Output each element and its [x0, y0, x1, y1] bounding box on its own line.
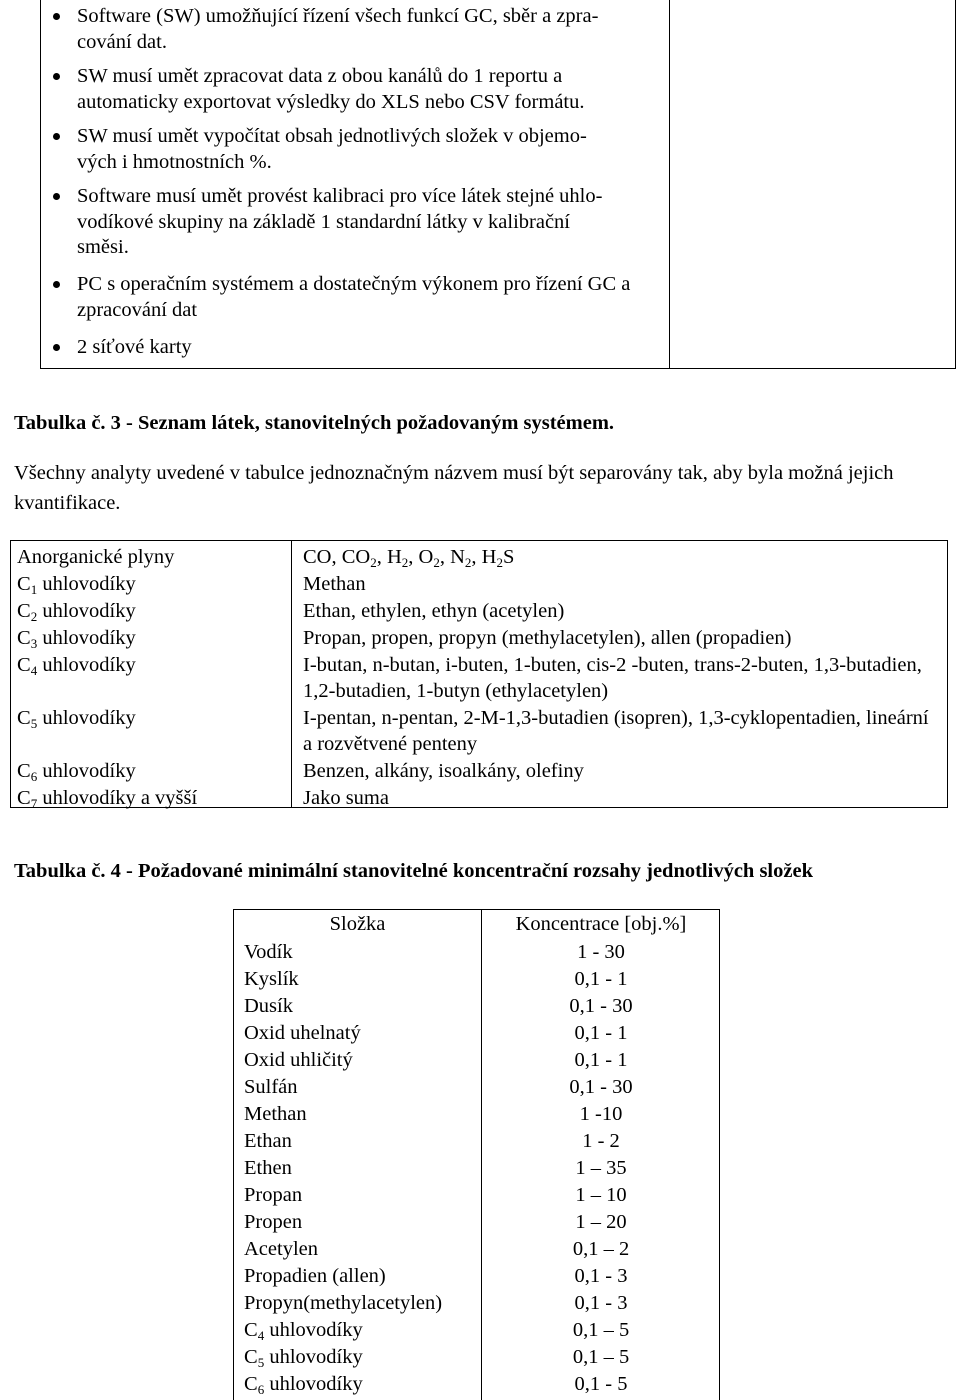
concentration-range: 0,1 - 30: [569, 1076, 633, 1098]
component-name: Propadien (allen): [244, 1265, 386, 1287]
concentration-range: 0,1 - 3: [574, 1292, 628, 1314]
list-item-text: SW musí umět vypočítat obsah jednotlivých složek v objemo- vých i hmotnostních %.: [77, 125, 587, 173]
concentration-range: 0,1 – 5: [572, 1346, 630, 1368]
list-item: [77, 272, 663, 323]
table-row: [234, 1074, 719, 1101]
substance-examples: I-pentan, n-pentan, 2-M-1,3-butadien (isopren), 1,3-cyklopentadien, lineární a rozvětvené penteny: [303, 707, 929, 755]
component-name: Oxid uhelnatý: [244, 1022, 361, 1044]
component-name: Acetylen: [244, 1238, 318, 1260]
concentration-range: 1 – 35: [575, 1157, 627, 1179]
table-row: [234, 1236, 719, 1263]
table-row: [234, 993, 719, 1020]
component-name: Sulfán: [244, 1076, 298, 1098]
list-item-text: PC s operačním systémem a dostatečným výkonem pro řízení GC a zpracování dat: [77, 273, 631, 321]
concentration-range: 1 - 2: [582, 1130, 620, 1152]
component-name: Propan: [244, 1184, 303, 1206]
table-header-row: [234, 911, 719, 938]
table-row: [234, 1101, 719, 1128]
concentration-range: 1 - 30: [577, 941, 625, 963]
table-row: [234, 939, 719, 966]
bullet-icon: [53, 73, 60, 80]
list-item-text: 2 síťové karty: [77, 336, 192, 358]
bullet-icon: [53, 281, 60, 288]
component-name: Ethen: [244, 1157, 292, 1179]
table3-caption: Tabulka č. 3 - Seznam látek, stanovitelných požadovaným systémem.: [14, 412, 615, 434]
component-name: Dusík: [244, 995, 293, 1017]
substance-group: $C_7$ uhlovodíky a vyšší: [17, 787, 198, 811]
list-item-text: Software musí umět provést kalibraci pro více látek stejné uhlo- vodíkové skupiny na základě 1 standardní látky v kalibrační směsi.: [77, 185, 603, 258]
table-row: [234, 1263, 719, 1290]
component-name: Propyn(methylacetylen): [244, 1292, 443, 1314]
substance-group: $C_3$ uhlovodíky: [17, 627, 136, 651]
component-name: Methan: [244, 1103, 307, 1125]
table-row: [234, 1128, 719, 1155]
substance-group: Anorganické plyny: [17, 546, 175, 568]
column-header-concentration: Koncentrace [obj.%]: [515, 913, 687, 935]
substance-examples: Methan: [303, 573, 366, 595]
concentration-range: 0,1 - 30: [569, 995, 633, 1017]
substance-group: $C_6$ uhlovodíky: [17, 760, 136, 784]
concentration-range: 1 -10: [579, 1103, 623, 1125]
substance-examples: Benzen, alkány, isoalkány, olefiny: [303, 760, 584, 782]
concentration-range: 0,1 - 3: [574, 1265, 628, 1287]
list-item: [77, 64, 663, 115]
table-row: [234, 1290, 719, 1317]
table-column-divider: [669, 0, 670, 368]
substance-examples: Ethan, ethylen, ethyn (acetylen): [303, 600, 565, 622]
component-name: Oxid uhličitý: [244, 1049, 353, 1071]
concentration-range: 0,1 – 2: [572, 1238, 630, 1260]
substance-group: $C_1$ uhlovodíky: [17, 573, 136, 597]
substance-group: $C_5$ uhlovodíky: [17, 707, 136, 731]
requirements-table: [40, 0, 956, 369]
substance-group: $C_2$ uhlovodíky: [17, 600, 136, 624]
table-row: [234, 1020, 719, 1047]
substance-examples: Jako suma: [303, 787, 389, 809]
concentration-range: 1 – 20: [575, 1211, 627, 1233]
list-item-text: SW musí umět zpracovat data z obou kanálů do 1 reportu a automaticky exportovat výsledky do XLS nebo CSV formátu.: [77, 65, 585, 113]
component-name: Kyslík: [244, 968, 299, 990]
substances-table: [10, 540, 948, 811]
table-row: [234, 1182, 719, 1209]
list-item: [77, 124, 663, 175]
component-name: Ethan: [244, 1130, 292, 1152]
table-row: [234, 1317, 719, 1344]
bullet-icon: [53, 13, 60, 20]
concentration-table: [233, 909, 720, 1400]
concentration-range: 0,1 – 5: [572, 1319, 630, 1341]
concentration-range: 0,1 - 1: [574, 1022, 628, 1044]
list-item: [77, 335, 663, 361]
concentration-range: 0,1 - 1: [574, 1049, 628, 1071]
list-item-text: Software (SW) umožňující řízení všech funkcí GC, sběr a zpra- cování dat.: [77, 5, 599, 53]
component-name: $C_6$ uhlovodíky: [244, 1373, 363, 1397]
list-item: [77, 4, 663, 55]
bullet-icon: [53, 193, 60, 200]
component-name: Vodík: [244, 941, 293, 963]
concentration-range: 1 – 10: [575, 1184, 627, 1206]
table-row: [234, 1209, 719, 1236]
component-name: $C_4$ uhlovodíky: [244, 1319, 363, 1343]
table-row: [234, 1371, 719, 1398]
table-row: [234, 1155, 719, 1182]
component-name: $C_5$ uhlovodíky: [244, 1346, 363, 1370]
component-name: Propen: [244, 1211, 303, 1233]
substance-group: $C_4$ uhlovodíky: [17, 654, 136, 678]
bullet-icon: [53, 344, 60, 351]
substance-examples: CO, $CO_2$, $H_2$, $O_2$, $N_2$, $H_2S$: [303, 546, 515, 570]
table-row: [234, 1344, 719, 1371]
substance-examples: I-butan, n-butan, i-buten, 1-buten, cis-2 -buten, trans-2-buten, 1,3-butadien, 1,2-butadien, 1-butyn (ethylacetylen): [303, 654, 922, 702]
bullet-icon: [53, 133, 60, 140]
column-header-component: Složka: [329, 913, 386, 935]
list-item: [77, 184, 663, 261]
table4-caption: Tabulka č. 4 - Požadované minimální stanovitelné koncentrační rozsahy jednotlivých složek: [14, 860, 813, 882]
table3-intro: Všechny analyty uvedené v tabulce jednoznačným názvem musí být separovány tak, aby byla možná jejich kvantifikace.: [14, 462, 894, 514]
substance-examples: Propan, propen, propyn (methylacetylen), allen (propadien): [303, 627, 792, 649]
concentration-range: 0,1 - 5: [574, 1373, 628, 1395]
table-row: [234, 1047, 719, 1074]
table-column-divider: [291, 541, 292, 807]
concentration-range: 0,1 - 1: [574, 968, 628, 990]
table-row: [234, 966, 719, 993]
